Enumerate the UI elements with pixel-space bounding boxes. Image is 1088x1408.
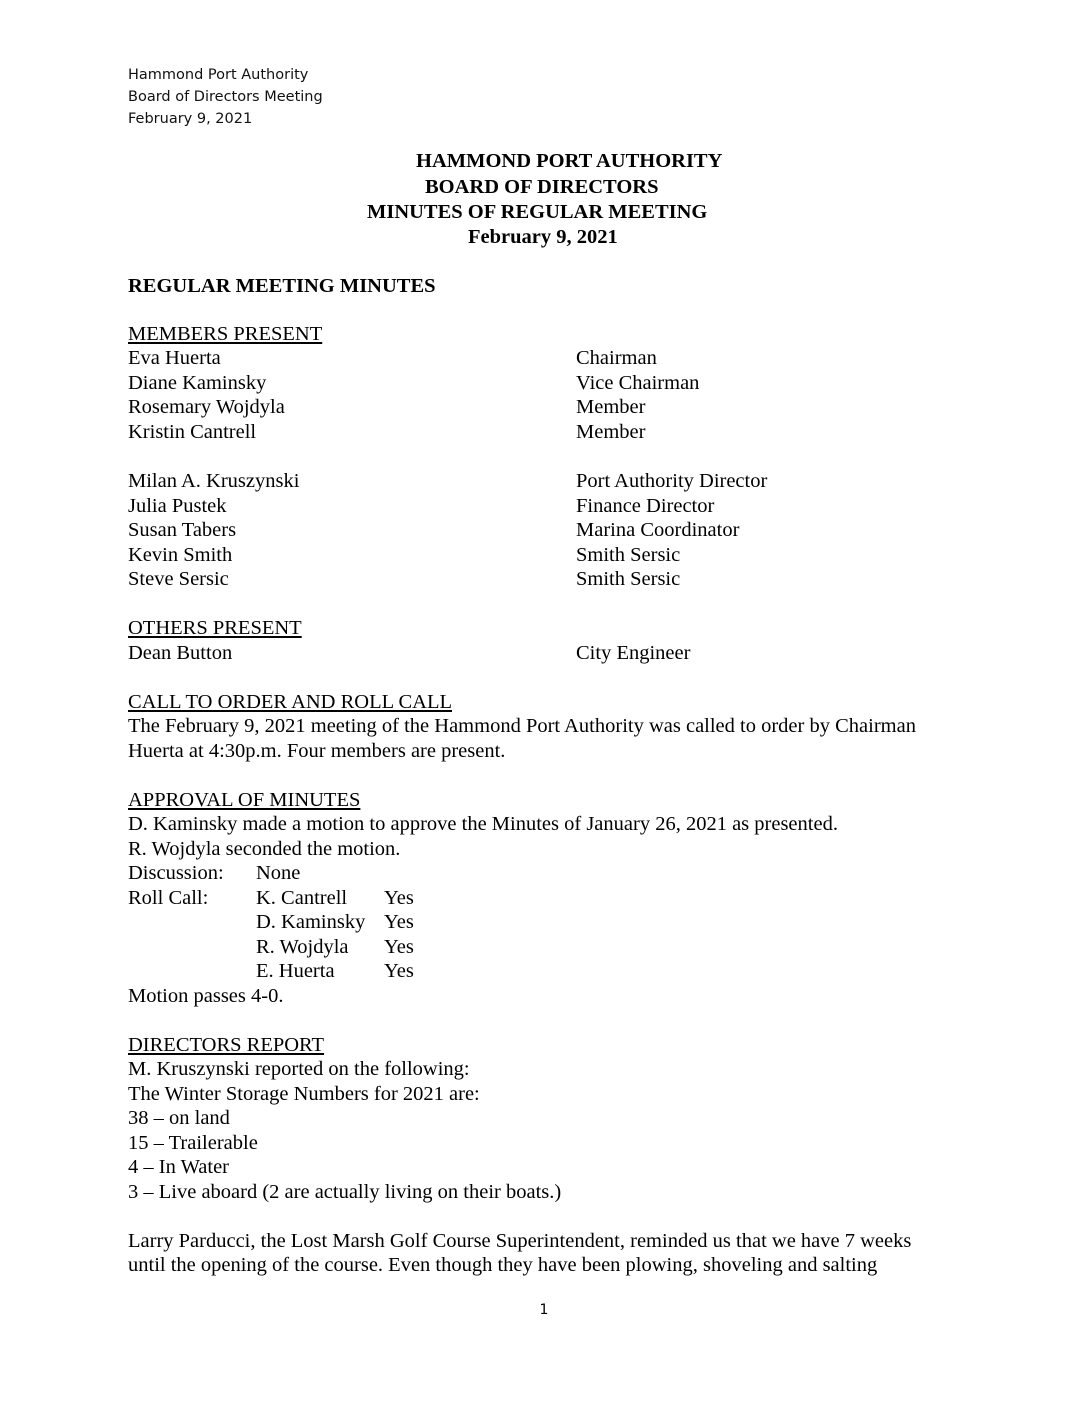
member-role: Chairman [576, 347, 657, 369]
motion-result: Motion passes 4-0. [128, 985, 284, 1007]
staff-role: Smith Sersic [576, 568, 681, 590]
approval-of-minutes-heading: APPROVAL OF MINUTES [128, 789, 361, 811]
vote-name: E. Huerta [256, 960, 335, 982]
others-present-heading: OTHERS PRESENT [128, 617, 302, 639]
title-line-2: BOARD OF DIRECTORS [425, 176, 659, 198]
staff-name: Milan A. Kruszynski [128, 470, 300, 492]
header-date: February 9, 2021 [128, 111, 253, 127]
member-role: Member [576, 421, 646, 443]
other-name: Dean Button [128, 642, 233, 664]
member-name: Rosemary Wojdyla [128, 396, 285, 418]
vote-name: K. Cantrell [256, 887, 348, 909]
header-org: Hammond Port Authority [128, 67, 309, 83]
roll-call-label: Roll Call: [128, 887, 209, 909]
title-line-3: MINUTES OF REGULAR MEETING [367, 201, 708, 223]
motion-text: D. Kaminsky made a motion to approve the Minutes of January 26, 2021 as presented. [128, 813, 838, 835]
vote-name: R. Wojdyla [256, 936, 349, 958]
staff-role: Smith Sersic [576, 544, 681, 566]
storage-item: 15 – Trailerable [128, 1132, 258, 1154]
staff-name: Kevin Smith [128, 544, 233, 566]
section-title: REGULAR MEETING MINUTES [128, 275, 436, 297]
member-name: Eva Huerta [128, 347, 221, 369]
storage-intro: The Winter Storage Numbers for 2021 are: [128, 1083, 480, 1105]
call-to-order-heading: CALL TO ORDER AND ROLL CALL [128, 691, 453, 713]
storage-item: 4 – In Water [128, 1156, 230, 1178]
members-present-heading: MEMBERS PRESENT [128, 323, 323, 345]
directors-report-heading: DIRECTORS REPORT [128, 1034, 325, 1056]
staff-name: Julia Pustek [128, 495, 227, 517]
second-text: R. Wojdyla seconded the motion. [128, 838, 401, 860]
running-header [128, 64, 323, 130]
report-paragraph: Larry Parducci, the Lost Marsh Golf Course Superintendent, reminded us that we have 7 weeks [128, 1230, 912, 1252]
discussion-value: None [256, 862, 301, 884]
call-to-order-text: The February 9, 2021 meeting of the Hammond Port Authority was called to order by Chairman [128, 715, 916, 737]
vote-value: Yes [384, 936, 414, 958]
other-role: City Engineer [576, 642, 691, 664]
vote-value: Yes [384, 960, 414, 982]
staff-name: Susan Tabers [128, 519, 237, 541]
staff-name: Steve Sersic [128, 568, 229, 590]
title-line-1: HAMMOND PORT AUTHORITY [416, 150, 723, 172]
storage-item: 38 – on land [128, 1107, 230, 1129]
member-role: Member [576, 396, 646, 418]
page-number: 1 [539, 1302, 549, 1318]
storage-item: 3 – Live aboard (2 are actually living on their boats.) [128, 1181, 562, 1203]
vote-name: D. Kaminsky [256, 911, 366, 933]
member-role: Vice Chairman [576, 372, 700, 394]
report-intro: M. Kruszynski reported on the following: [128, 1058, 470, 1080]
member-name: Diane Kaminsky [128, 372, 267, 394]
discussion-label: Discussion: [128, 862, 224, 884]
staff-role: Port Authority Director [576, 470, 768, 492]
staff-role: Marina Coordinator [576, 519, 740, 541]
staff-role: Finance Director [576, 495, 715, 517]
vote-value: Yes [384, 911, 414, 933]
call-to-order-text: Huerta at 4:30p.m. Four members are present. [128, 740, 506, 762]
header-meeting: Board of Directors Meeting [128, 89, 323, 105]
report-paragraph: until the opening of the course. Even though they have been plowing, shoveling and salting [128, 1254, 878, 1276]
member-name: Kristin Cantrell [128, 421, 257, 443]
vote-value: Yes [384, 887, 414, 909]
title-line-4: February 9, 2021 [468, 226, 618, 248]
